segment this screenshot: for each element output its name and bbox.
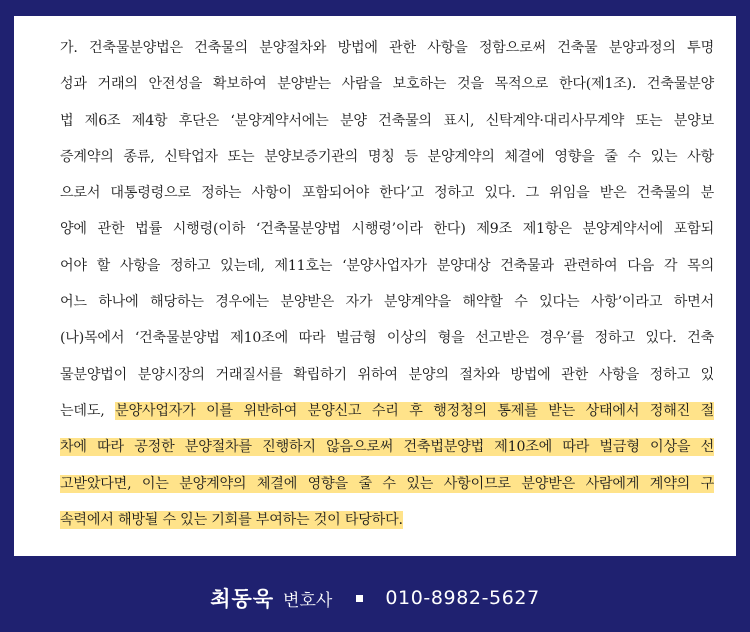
- line-text: 어느 하나에 해당하는 경우에는 분양받은 자가 분양계약을 해약할 수 있다는 사항’이라고 하면서: [60, 294, 714, 311]
- text-line: [60, 502, 714, 538]
- highlighted-text: 속력에서 해방될 수 있는 기회를 부여하는 것이 타당하다.: [60, 511, 403, 528]
- highlighted-text: 고받았다면, 이는 분양계약의 체결에 영향을 줄 수 있는 사항이므로 분양받은 사람에게 계약의 구: [60, 475, 714, 492]
- line-text: 가. 건축물분양법은 건축물의 분양절차와 방법에 관한 사항을 정함으로써 건축물 분양과정의 투명: [60, 40, 714, 56]
- separator-square-icon: [356, 595, 363, 602]
- text-line: [60, 30, 714, 66]
- text-line: [60, 320, 714, 356]
- text-line: [60, 66, 714, 102]
- text-line: [60, 284, 714, 320]
- text-line: [60, 248, 714, 284]
- line-text: 는데도,: [60, 402, 116, 419]
- line-text: 성과 거래의 안전성을 확보하여 분양받는 사람을 보호하는 것을 목적으로 한다(제1조). 건축물분양: [60, 76, 714, 93]
- phone-number: 010-8982-5627: [385, 587, 540, 609]
- line-text: 양에 관한 법률 시행령(이하 ‘건축물분양법 시행령’이라 한다) 제9조 제1항은 분양계약서에 포함되: [60, 221, 714, 238]
- lawyer-title: 변호사: [283, 590, 333, 611]
- text-line: [60, 175, 714, 211]
- text-line: [60, 466, 714, 502]
- line-text: 법 제6조 제4항 후단은 ‘분양계약서에는 분양 건축물의 표시, 신탁계약·대리사무계약 또는 분양보: [60, 112, 714, 129]
- line-text: (나)목에서 ‘건축물분양법 제10조에 따라 벌금형 이상의 형을 선고받은 경우’를 정하고 있다. 건축: [60, 330, 714, 347]
- line-text: 으로서 대통령령으로 정하는 사항이 포함되어야 한다’고 정하고 있다. 그 위임을 받은 건축물의 분: [60, 185, 714, 202]
- text-line: [60, 103, 714, 139]
- line-text: 어야 할 사항을 정하고 있는데, 제11호는 ‘분양사업자가 분양대상 건축물과 관련하여 다음 각 목의: [60, 257, 714, 274]
- highlighted-text: 차에 따라 공정한 분양절차를 진행하지 않음으로써 건축법분양법 제10조에 따라 벌금형 이상을 선: [60, 439, 714, 456]
- footer-bar: [0, 570, 750, 626]
- text-line: [60, 393, 714, 429]
- text-line: [60, 139, 714, 175]
- highlighted-text: 분양사업자가 이를 위반하여 분양신고 수리 후 행정청의 통제를 받는 상태에서 정해진 절: [115, 402, 714, 419]
- document-paragraph: [60, 30, 714, 538]
- document-page: [14, 16, 736, 556]
- line-text: 증계약의 종류, 신탁업자 또는 분양보증기관의 명칭 등 분양계약의 체결에 영향을 줄 수 있는 사항: [60, 148, 714, 165]
- line-text: 물분양법이 분양시장의 거래질서를 확립하기 위하여 분양의 절차와 방법에 관한 사항을 정하고 있: [60, 366, 714, 383]
- lawyer-name: 최동욱: [210, 587, 275, 611]
- text-line: [60, 429, 714, 465]
- text-line: [60, 211, 714, 247]
- text-line: [60, 357, 714, 393]
